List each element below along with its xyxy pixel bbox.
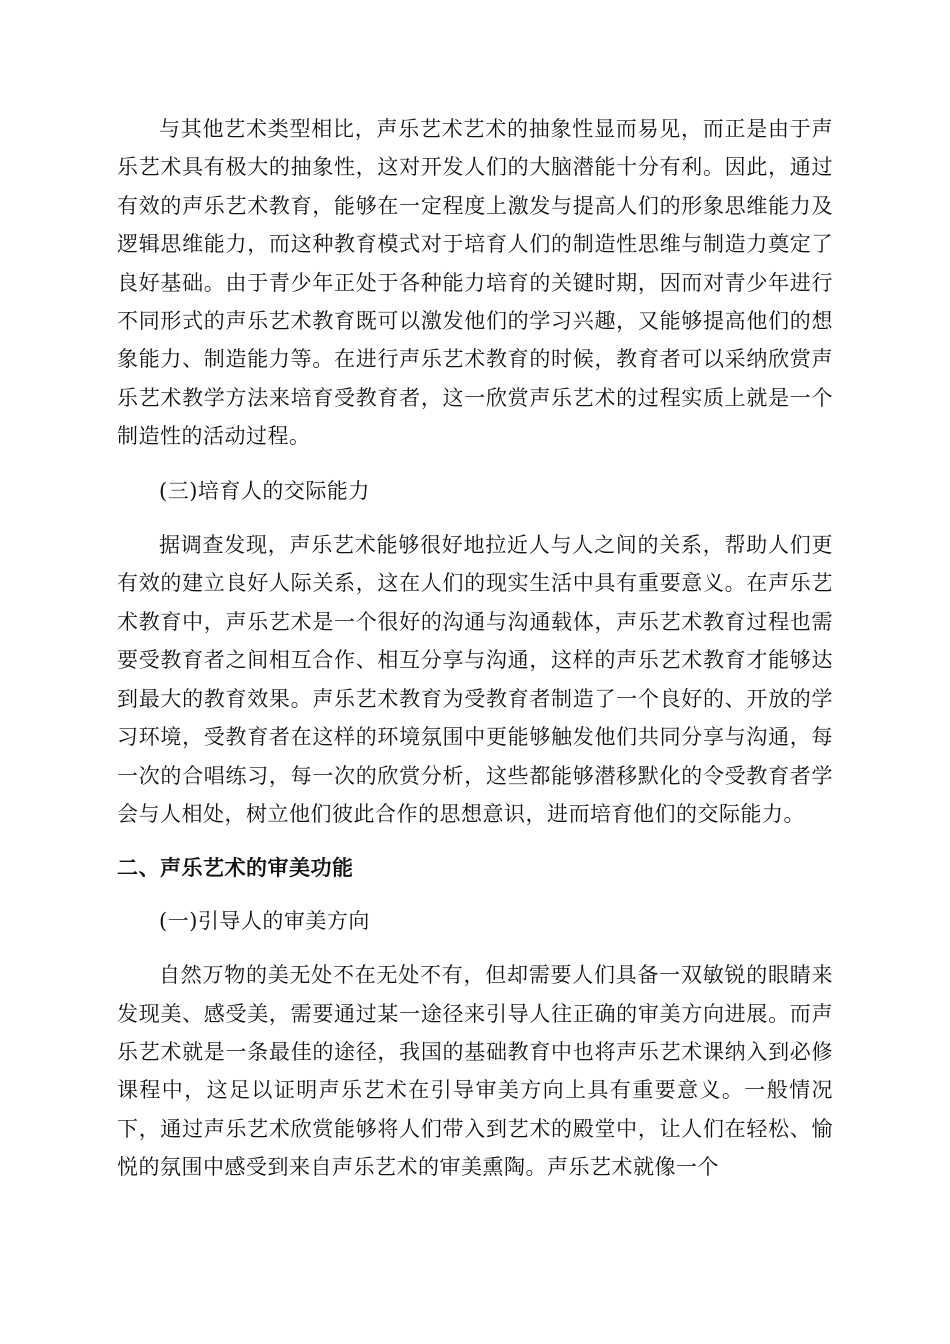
document-body bbox=[117, 110, 833, 1187]
paragraph-creativity: 与其他艺术类型相比，声乐艺术艺术的抽象性显而易见，而正是由于声乐艺术具有极大的抽象性，这对开发人们的大脑潜能十分有利。因此，通过有效的声乐艺术教育，能够在一定程度上激发与提高人们的形象思维能力及逻辑思维能力，而这种教育模式对于培育人们的制造性思维与制造力奠定了良好基础。由于青少年正处于各种能力培育的关键时期，因而对青少年进行不同形式的声乐艺术教育既可以激发他们的学习兴趣，又能够提高他们的想象能力、制造能力等。在进行声乐艺术教育的时候，教育者可以采纳欣赏声乐艺术教学方法来培育受教育者，这一欣赏声乐艺术的过程实质上就是一个制造性的活动过程。 bbox=[117, 117, 833, 449]
subheading-aesthetic-direction: (一)引导人的审美方向 bbox=[159, 908, 370, 933]
paragraph-aesthetic-direction: 自然万物的美无处不在无处不有，但却需要人们具备一双敏锐的眼睛来发现美、感受美，需要通过某一途径来引导人往正确的审美方向进展。而声乐艺术就是一条最佳的途径，我国的基础教育中也将声乐艺术课纳入到必修课程中，这足以证明声乐艺术在引导审美方向上具有重要意义。一般情况下，通过声乐艺术欣赏能够将人们带入到艺术的殿堂中，让人们在轻松、愉悦的氛围中感受到来自声乐艺术的审美熏陶。声乐艺术就像一个 bbox=[117, 963, 833, 1180]
paragraph-social-ability: 据调查发现，声乐艺术能够很好地拉近人与人之间的关系，帮助人们更有效的建立良好人际关系，这在人们的现实生活中具有重要意义。在声乐艺术教育中，声乐艺术是一个很好的沟通与沟通载体，声乐艺术教育过程也需要受教育者之间相互合作、相互分享与沟通，这样的声乐艺术教育才能够达到最大的教育效果。声乐艺术教育为受教育者制造了一个良好的、开放的学习环境，受教育者在这样的环境氛围中更能够触发他们共同分享与沟通，每一次的合唱练习，每一次的欣赏分析，这些都能够潜移默化的令受教育者学会与人相处，树立他们彼此合作的思想意识，进而培育他们的交际能力。 bbox=[117, 533, 833, 826]
subheading-social-ability: (三)培育人的交际能力 bbox=[159, 478, 370, 503]
section-heading-aesthetic-function: 二、声乐艺术的审美功能 bbox=[117, 856, 354, 881]
